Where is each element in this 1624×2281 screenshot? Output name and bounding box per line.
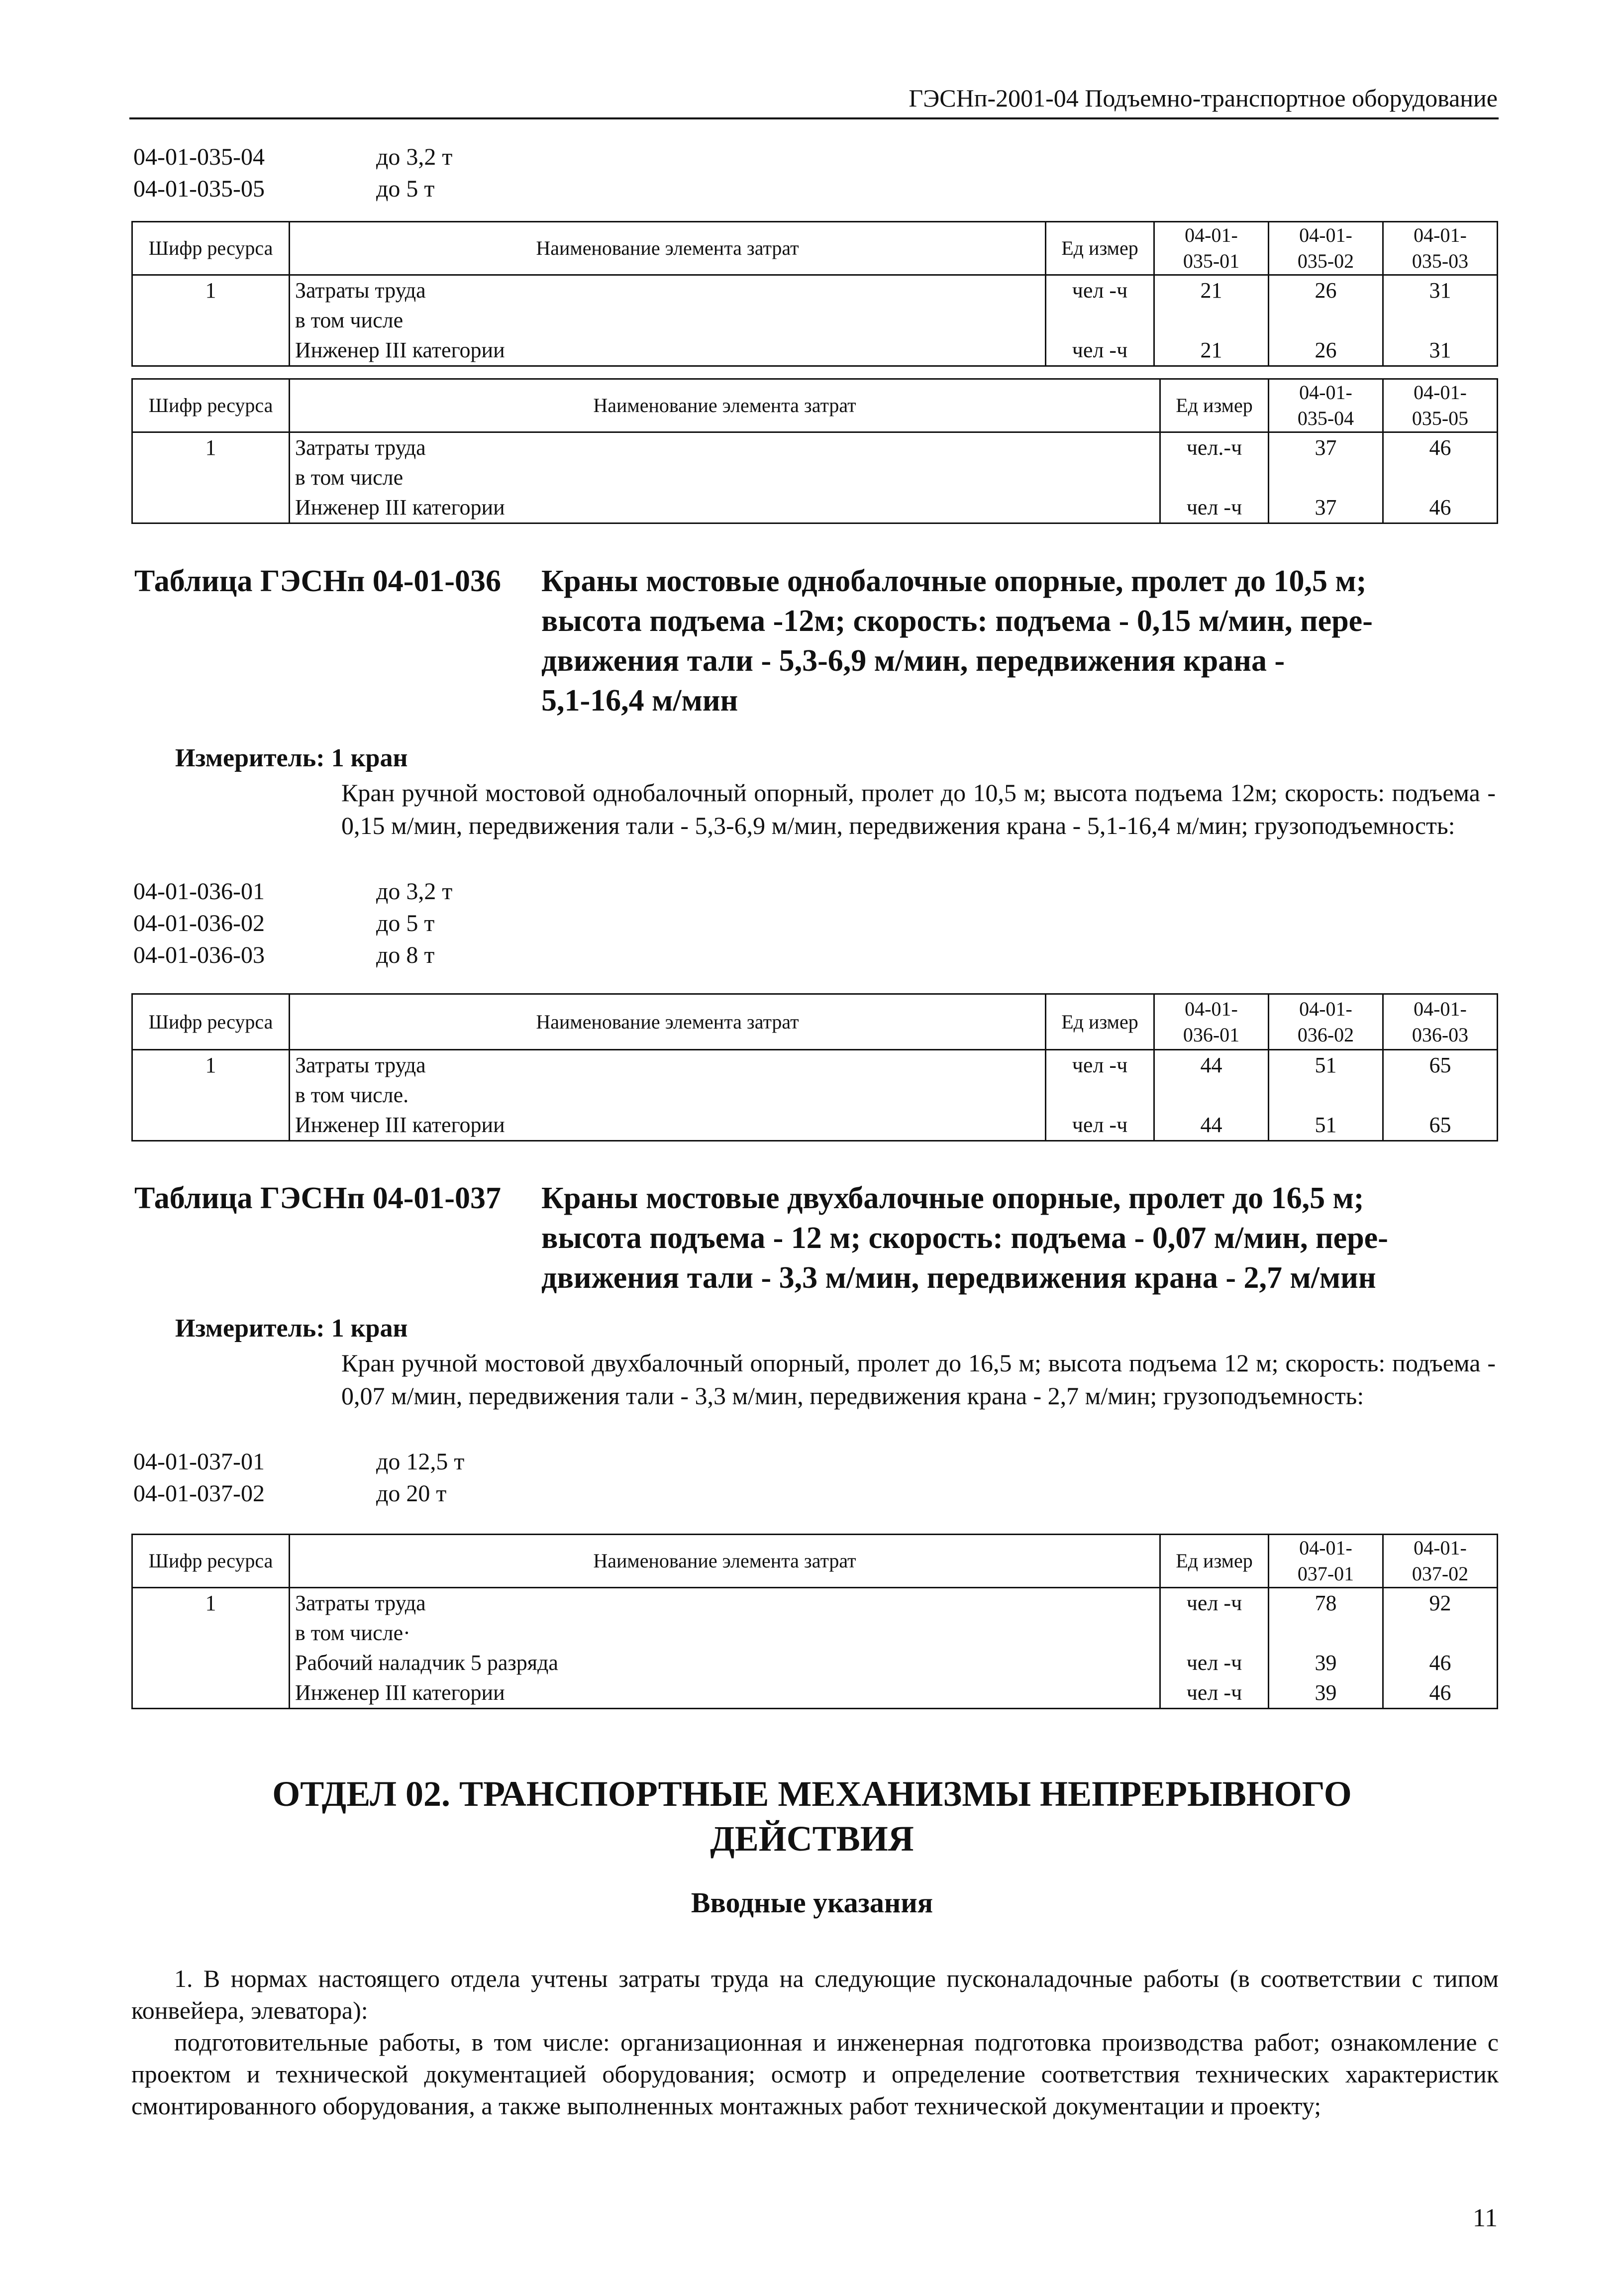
description: Кран ручной мостовой двухбалочный опорный, пролет до 16,5 м; высота подъема 12 м; скорость: подъема - 0,07 м/мин, передвижения тали - 3,3 м/мин, передвижения крана - 2,7 м/мин; грузоподъемность: bbox=[341, 1349, 1496, 1410]
col-header-norm: 04-01- 035-02 bbox=[1269, 222, 1383, 275]
col-header-norm: 04-01- 037-02 bbox=[1383, 1535, 1498, 1588]
table-037 bbox=[131, 1534, 1498, 1709]
code-row: 04-01-035-05 до 5 т bbox=[133, 176, 435, 202]
table-036 bbox=[131, 993, 1498, 1141]
codes-037 bbox=[133, 1446, 464, 1510]
code-row: 04-01-037-01 до 12,5 т bbox=[133, 1449, 465, 1475]
measure-label: Измеритель: 1 кран bbox=[175, 1314, 408, 1343]
codes-036 bbox=[133, 876, 452, 971]
col-header-norm: 04-01- 035-01 bbox=[1154, 222, 1269, 275]
col-header-norm: 04-01- 036-03 bbox=[1383, 994, 1498, 1050]
table-row: 1 Затраты труда чел -ч 21 26 31 bbox=[132, 275, 1498, 306]
table-row: в том числе bbox=[132, 306, 1498, 335]
code-row: 04-01-036-01 до 3,2 т bbox=[133, 878, 453, 905]
section-subtitle: Вводные указания bbox=[691, 1886, 933, 1919]
table-row: Инженер III категории чел -ч 21 26 31 bbox=[132, 335, 1498, 366]
table-035-04-05 bbox=[131, 378, 1498, 524]
code-row: 04-01-035-04 до 3,2 т bbox=[133, 144, 453, 170]
col-header-norm: 04-01- 035-05 bbox=[1383, 379, 1498, 432]
table-row: Рабочий наладчик 5 разряда чел -ч 39 46 bbox=[132, 1648, 1498, 1678]
table-row: Инженер III категории чел -ч 37 46 bbox=[132, 493, 1498, 523]
col-header-code: Шифр ресурса bbox=[132, 379, 290, 432]
col-header-code: Шифр ресурса bbox=[132, 994, 290, 1050]
table-row: Инженер III категории чел -ч 44 51 65 bbox=[132, 1110, 1498, 1141]
col-header-name: Наименование элемента затрат bbox=[290, 994, 1046, 1050]
col-header-unit: Ед измер bbox=[1046, 222, 1154, 275]
code-row: 04-01-036-02 до 5 т bbox=[133, 910, 435, 936]
col-header-norm: 04-01- 035-04 bbox=[1269, 379, 1383, 432]
table-row: 1 Затраты труда чел -ч 78 92 bbox=[132, 1588, 1498, 1619]
measure-label: Измеритель: 1 кран bbox=[175, 744, 408, 772]
table-row: 1 Затраты труда чел -ч 44 51 65 bbox=[132, 1050, 1498, 1081]
page-number: 11 bbox=[1472, 2204, 1498, 2232]
code-row: 04-01-037-02 до 20 т bbox=[133, 1480, 447, 1507]
col-header-norm: 04-01- 036-02 bbox=[1269, 994, 1383, 1050]
table-row: 1 Затраты труда чел.-ч 37 46 bbox=[132, 432, 1498, 463]
table-row: в том числе. bbox=[132, 1080, 1498, 1110]
table-title-036: Таблица ГЭСНп 04-01-036 Краны мостовые однобалочные опорные, пролет до 10,5 м; высота подъема -12м; скорость: подъема - 0,15 м/мин, пере- движения тали - 5,3-6,9 м/мин, передвижения крана - 5,1-16,4 м/мин bbox=[134, 564, 1373, 718]
table-row: в том числе· bbox=[132, 1618, 1498, 1648]
table-row: Инженер III категории чел -ч 39 46 bbox=[132, 1678, 1498, 1709]
col-header-name: Наименование элемента затрат bbox=[290, 222, 1046, 275]
col-header-norm: 04-01- 037-01 bbox=[1269, 1535, 1383, 1588]
col-header-unit: Ед измер bbox=[1046, 994, 1154, 1050]
running-header: ГЭСНп-2001-04 Подъемно-транспортное оборудование bbox=[909, 84, 1498, 112]
col-header-code: Шифр ресурса bbox=[132, 222, 290, 275]
codes-top bbox=[133, 141, 452, 205]
col-header-code: Шифр ресурса bbox=[132, 1535, 290, 1588]
section-title: ОТДЕЛ 02. ТРАНСПОРТНЫЕ МЕХАНИЗМЫ НЕПРЕРЫВНОГО ДЕЙСТВИЯ bbox=[272, 1774, 1352, 1859]
col-header-norm: 04-01- 035-03 bbox=[1383, 222, 1498, 275]
col-header-norm: 04-01- 036-01 bbox=[1154, 994, 1269, 1050]
col-header-unit: Ед измер bbox=[1160, 379, 1269, 432]
paragraph: 1. В нормах настоящего отдела учтены затраты труда на следующие пусконаладочные работы (в соответствии с типом конвейера, элеватора): bbox=[131, 1965, 1499, 2024]
paragraph: подготовительные работы, в том числе: организационная и инженерная подготовка производства работ; ознакомление с проектом и технической документацией оборудования; осмотр и определение соответствия технических характеристик смонтированного оборудования, а также выполненных монтажных работ технической документации и проекту; bbox=[131, 2028, 1499, 2120]
col-header-unit: Ед измер bbox=[1160, 1535, 1269, 1588]
code-row: 04-01-036-03 до 8 т bbox=[133, 942, 435, 968]
description: Кран ручной мостовой однобалочный опорный, пролет до 10,5 м; высота подъема 12м; скорость: подъема - 0,15 м/мин, передвижения тали - 5,3-6,9 м/мин, передвижения крана - 5,1-16,4 м/мин; грузоподъемность: bbox=[341, 779, 1496, 839]
col-header-name: Наименование элемента затрат bbox=[290, 379, 1160, 432]
header-rule bbox=[129, 117, 1499, 119]
table-title-037: Таблица ГЭСНп 04-01-037 Краны мостовые двухбалочные опорные, пролет до 16,5 м; высота подъема - 12 м; скорость: подъема - 0,07 м/мин, пере- движения тали - 3,3 м/мин, передвижения крана - 2,7 м/мин bbox=[134, 1181, 1388, 1295]
col-header-name: Наименование элемента затрат bbox=[290, 1535, 1160, 1588]
table-035-01-03 bbox=[131, 221, 1498, 367]
table-row: в том числе bbox=[132, 463, 1498, 493]
